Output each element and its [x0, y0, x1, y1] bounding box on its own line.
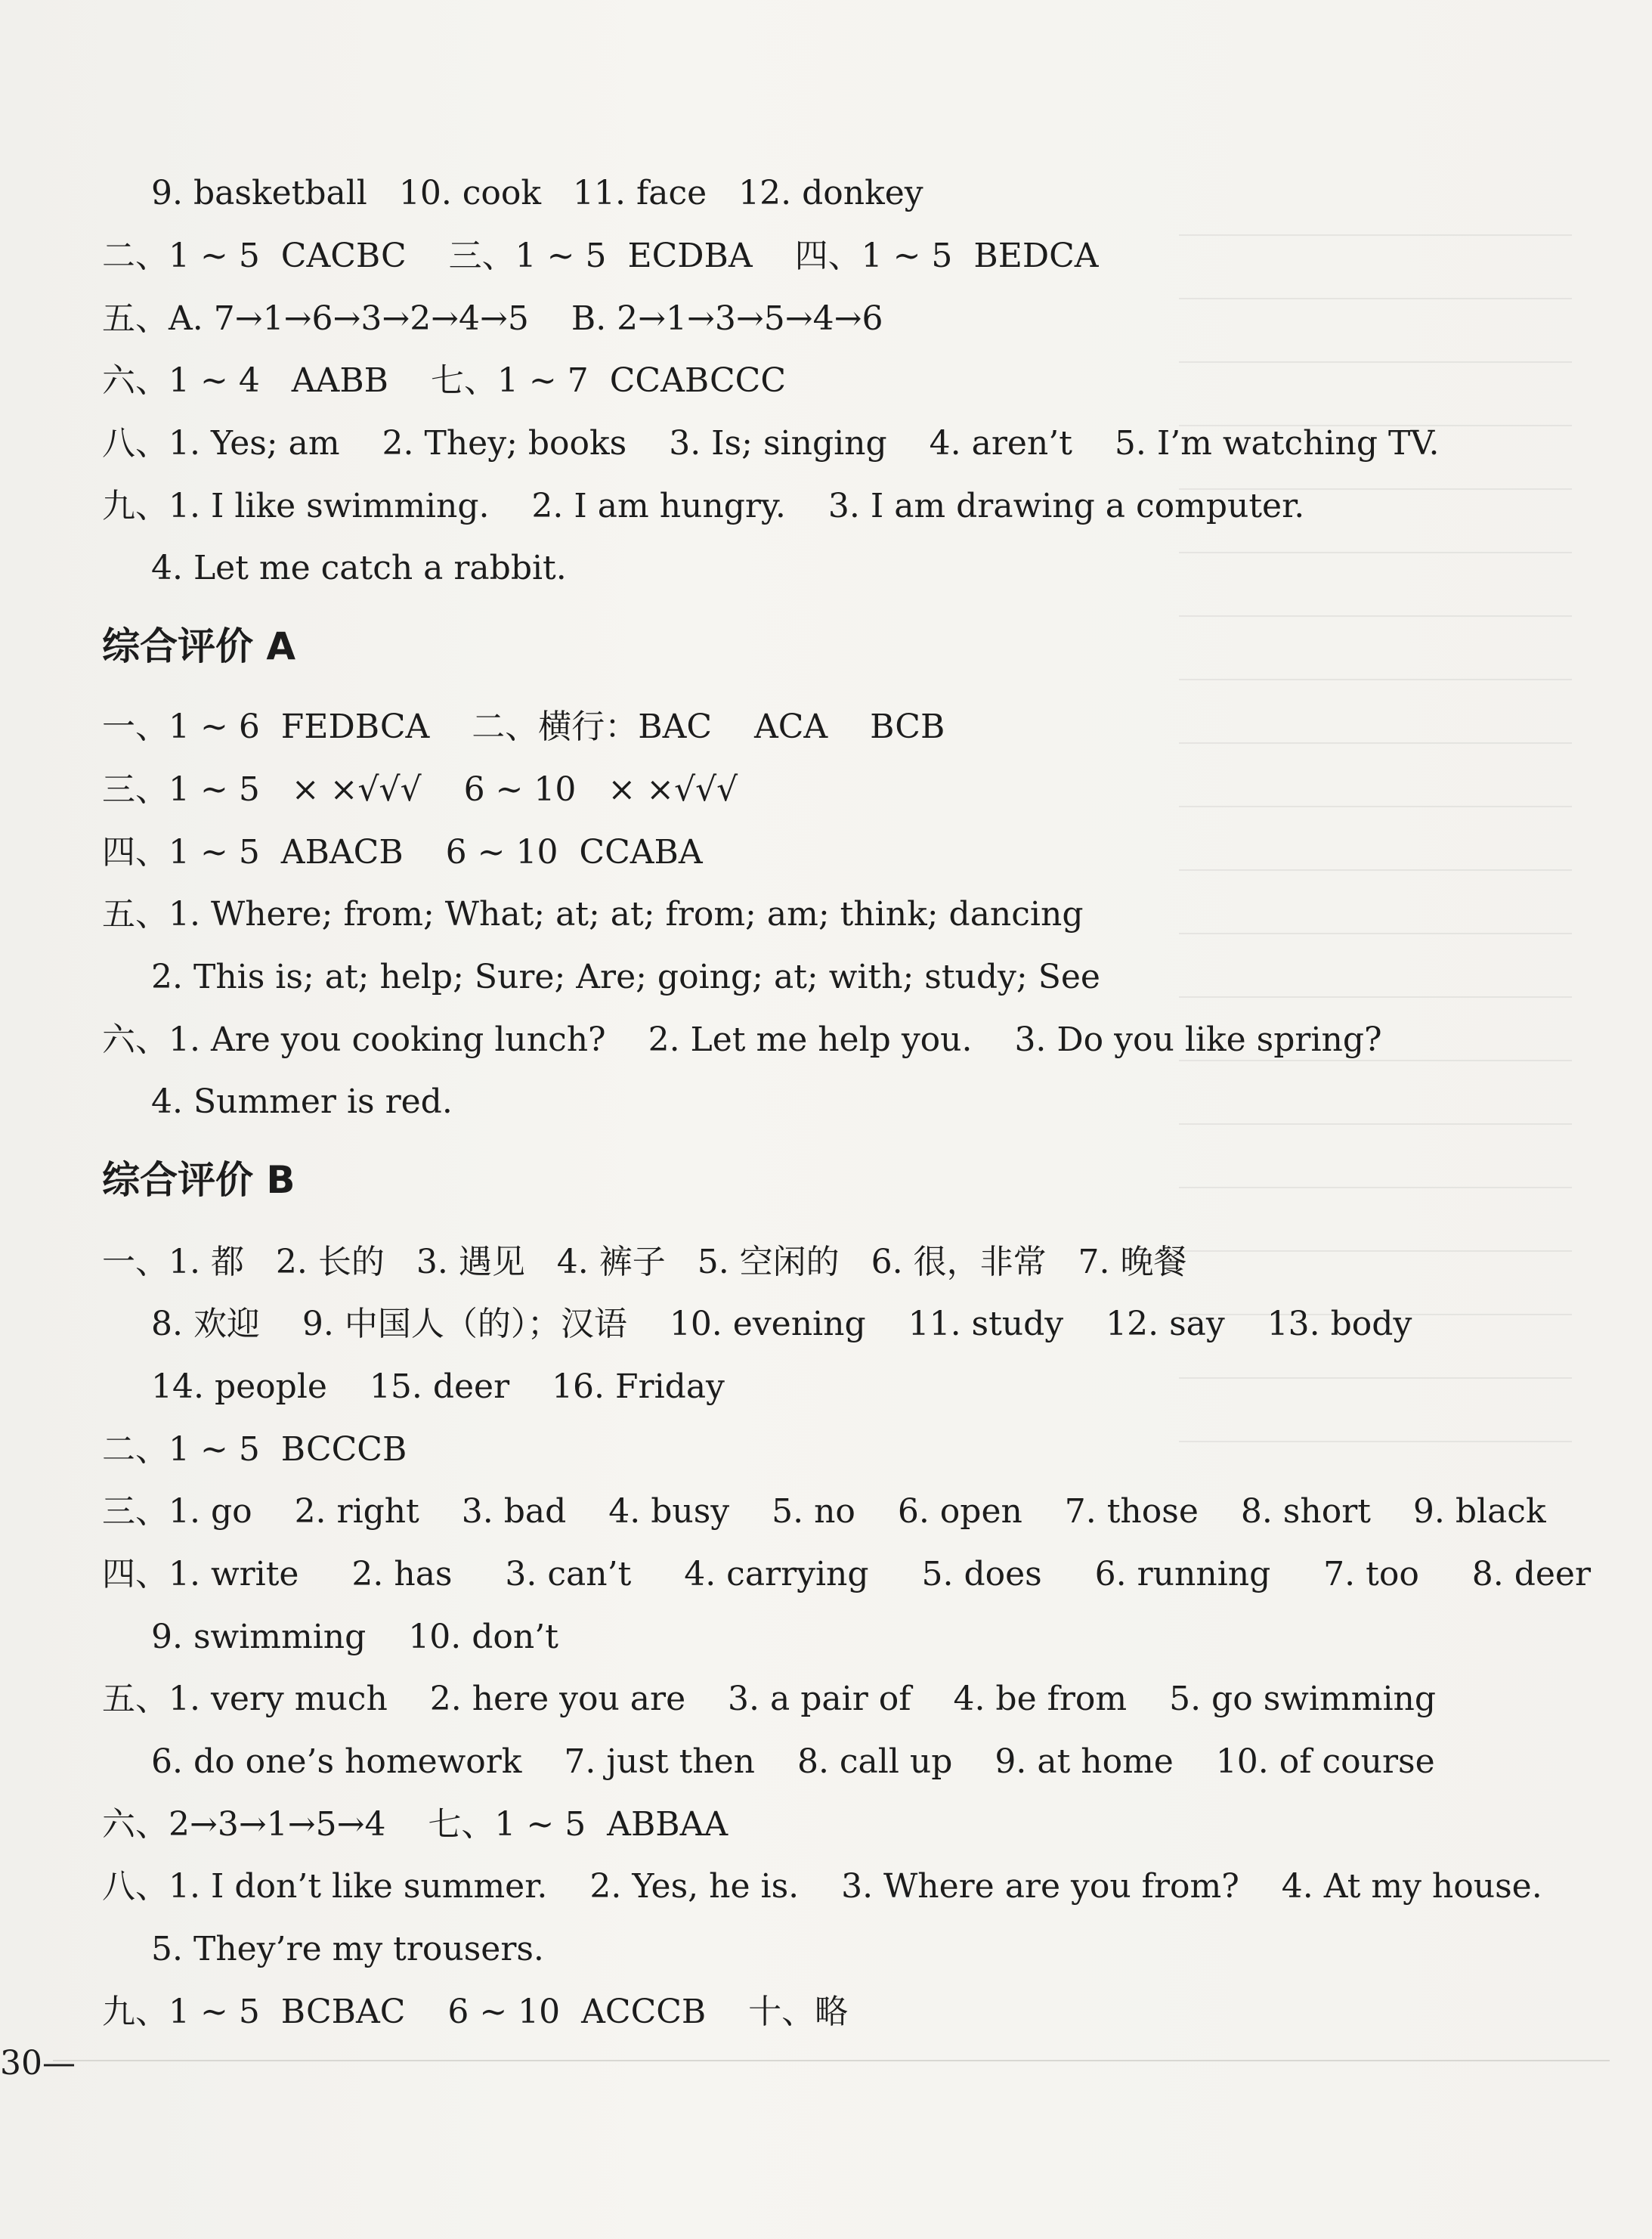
bleed-through-text: [1179, 181, 1572, 1466]
answer-line: 五、1. very much 2. here you are 3. a pair of 4. be from 5. go swimming: [102, 1680, 1437, 1718]
answer-line: 八、1. I don’t like summer. 2. Yes, he is. 3. Where are you from? 4. At my house.: [102, 1867, 1542, 1906]
answer-line: 5. They’re my trousers.: [151, 1930, 544, 1968]
answer-line: 6. do one’s homework 7. just then 8. call up 9. at home 10. of course: [151, 1742, 1435, 1781]
answer-line: 8. 欢迎 9. 中国人（的）；汉语 10. evening 11. study 12. say 13. body: [151, 1305, 1412, 1343]
answer-line: 五、1. Where; from; What; at; at; from; am; think; dancing: [102, 895, 1084, 934]
footer-rule: [53, 2060, 1610, 2061]
answer-line: 三、1 ~ 5 × ×√√√ 6 ~ 10 × ×√√√: [102, 770, 738, 809]
answer-line: 五、A. 7→1→6→3→2→4→5 B. 2→1→3→5→4→6: [102, 299, 883, 338]
answer-line: 九、1. I like swimming. 2. I am hungry. 3. I am drawing a computer.: [102, 487, 1305, 525]
answer-line: 9. swimming 10. don’t: [151, 1618, 558, 1656]
answer-line: 一、1 ~ 6 FEDBCA 二、横行：BAC ACA BCB: [102, 708, 945, 746]
answer-line: 三、1. go 2. right 3. bad 4. busy 5. no 6. open 7. those 8. short 9. black: [102, 1492, 1546, 1531]
answer-line: 14. people 15. deer 16. Friday: [151, 1367, 725, 1406]
answer-line: 四、1 ~ 5 ABACB 6 ~ 10 CCABA: [102, 833, 703, 872]
answer-line: 四、1. write 2. has 3. can’t 4. carrying 5. does 6. running 7. too 8. deer: [102, 1555, 1591, 1593]
answer-line: 4. Let me catch a rabbit.: [151, 549, 567, 587]
page-number: 30—: [0, 2044, 76, 2083]
answer-line: 六、1 ~ 4 AABB 七、1 ~ 7 CCABCCC: [102, 361, 787, 400]
answer-line: 二、1 ~ 5 CACBC 三、1 ~ 5 ECDBA 四、1 ~ 5 BEDCA: [102, 237, 1099, 275]
answer-line: 六、2→3→1→5→4 七、1 ~ 5 ABBAA: [102, 1805, 729, 1844]
answer-line: 2. This is; at; help; Sure; Are; going; at; with; study; See: [151, 958, 1100, 996]
answer-line: 4. Summer is red.: [151, 1082, 453, 1121]
answer-line: 九、1 ~ 5 BCBAC 6 ~ 10 ACCCB 十、略: [102, 1993, 849, 2031]
answer-line: 六、1. Are you cooking lunch? 2. Let me help you. 3. Do you like spring?: [102, 1020, 1382, 1059]
answer-line: 9. basketball 10. cook 11. face 12. donkey: [151, 174, 923, 212]
section-heading-b: 综合评价 B: [102, 1158, 295, 1202]
answer-line: 八、1. Yes; am 2. They; books 3. Is; singing 4. aren’t 5. I’m watching TV.: [102, 424, 1440, 463]
answer-line: 一、1. 都 2. 长的 3. 遇见 4. 裤子 5. 空闲的 6. 很，非常 7. 晚餐: [102, 1243, 1187, 1281]
section-heading-a: 综合评价 A: [102, 624, 296, 668]
answer-line: 二、1 ~ 5 BCCCB: [102, 1430, 407, 1469]
